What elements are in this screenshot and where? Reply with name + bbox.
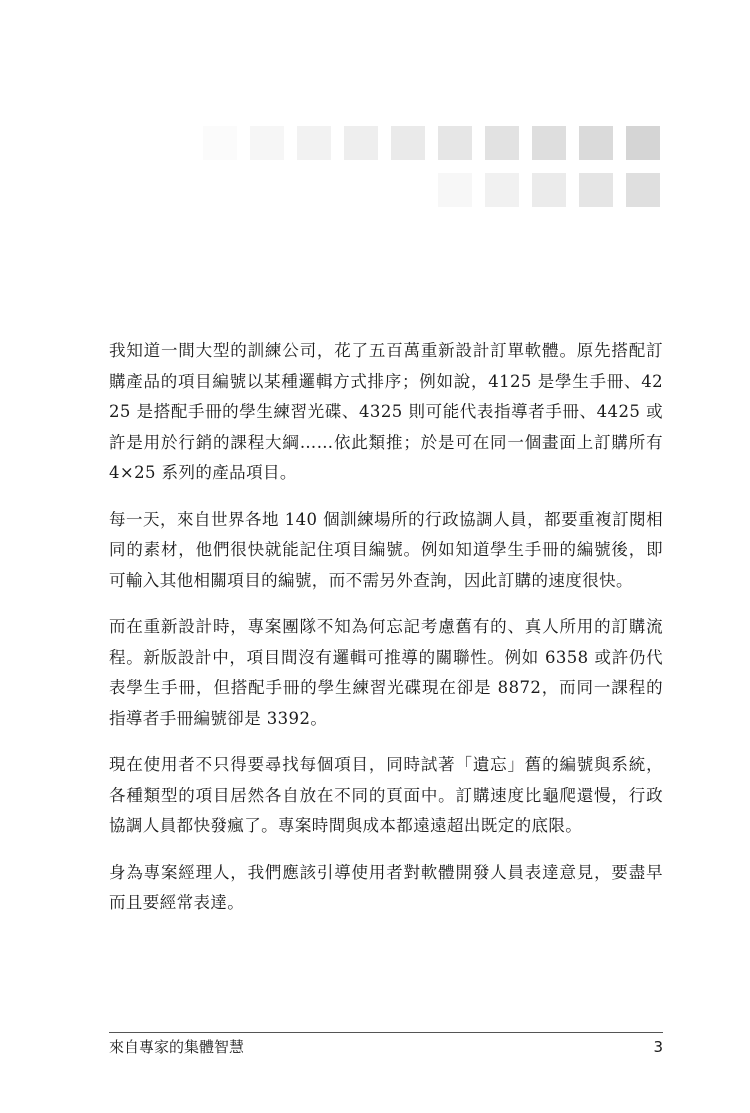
decor-square [485, 126, 519, 160]
decor-square [203, 126, 237, 160]
decor-square [532, 126, 566, 160]
decor-square [438, 126, 472, 160]
footer-book-title: 來自專家的集體智慧 [109, 1038, 245, 1056]
paragraph: 每一天，來自世界各地 140 個訓練場所的行政協調人員，都要重複訂閱相同的素材，他們很快就能記住項目編號。例如知道學生手冊的編號後，即可輸入其他相關項目的編號，而不需另外查詢，因此訂購的速度很快。 [109, 509, 663, 590]
decor-square [297, 126, 331, 160]
decor-square [438, 173, 472, 207]
decor-square [579, 126, 613, 160]
decor-square [532, 173, 566, 207]
decor-square [250, 126, 284, 160]
page-number: 3 [653, 1038, 663, 1056]
decor-square [626, 173, 660, 207]
body-text [109, 336, 663, 935]
paragraph: 現在使用者不只得要尋找每個項目，同時試著「遺忘」舊的編號與系統，各種類型的項目居然各自放在不同的頁面中。訂購速度比龜爬還慢，行政協調人員都快發瘋了。專案時間與成本都遠遠超出既定的底限。 [109, 755, 663, 835]
decorative-squares [0, 0, 750, 220]
paragraph: 而在重新設計時，專案團隊不知為何忘記考慮舊有的、真人所用的訂購流程。新版設計中，項目間沒有邏輯可推導的關聯性。例如 6358 或許仍代表學生手冊，但搭配手冊的學生練習光碟現在卻是 8872，而同一課程的指導者手冊編號卻是 3392。 [109, 617, 663, 728]
footer-divider [109, 1032, 663, 1033]
decor-square [391, 126, 425, 160]
decor-square [579, 173, 613, 207]
decor-square [344, 126, 378, 160]
paragraph: 我知道一間大型的訓練公司，花了五百萬重新設計訂單軟體。原先搭配訂購產品的項目編號以某種邏輯方式排序；例如說，4125 是學生手冊、4225 是搭配手冊的學生練習光碟、4325 則可能代表指導者手冊、4425 或許是用於行銷的課程大綱……依此類推；於是可在同一個畫面上訂購所有 4×25 系列的產品項目。 [109, 341, 663, 482]
paragraph: 身為專案經理人，我們應該引導使用者對軟體開發人員表達意見，要盡早而且要經常表達。 [109, 862, 663, 912]
decor-square [626, 126, 660, 160]
decor-square [485, 173, 519, 207]
